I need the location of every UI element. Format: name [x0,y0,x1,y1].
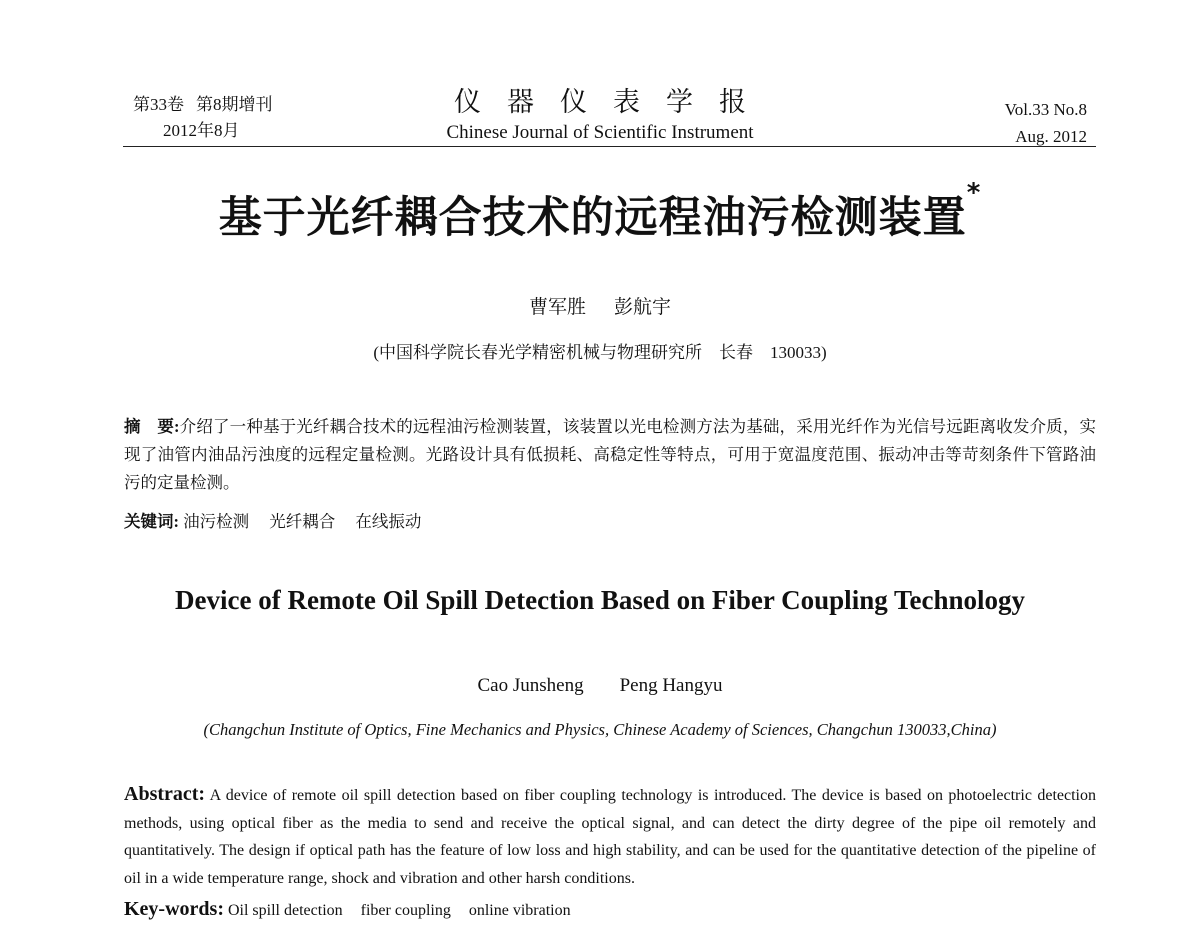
keyword-en-2: fiber coupling [360,902,451,919]
journal-name-en: Chinese Journal of Scientific Instrument [446,122,754,143]
keywords-en-label: Key-words: [124,898,224,920]
paper-title-cn: 基于光纤耦合技术的远程油污检测装置* [218,178,982,243]
abstract-en-text: A device of remote oil spill detection based on fiber coupling technology is introduced. The device is based on photoelectric detection methods, using optical fiber as the media to send and receive the optical signal, and can detect the dirty degree of the pipe oil remotely and quantitatively. The design if optical path has the feature of low loss and high stability, and can be used for the quantitative detection of the pipeline of oil in a wide temperature range, shock and vibration and other harsh conditions. [124,787,1097,887]
abstract-cn [124,413,1096,497]
footnote-mark: * [966,178,982,208]
abstract-en [124,781,1096,892]
header-right [1005,96,1087,150]
paper-title-en: Device of Remote Oil Spill Detection Based on Fiber Coupling Technology [175,585,1025,615]
issue-cn: 第8期增刊 [196,95,273,114]
journal-name-cn: 仪器仪表学报 [454,87,772,118]
volume-en: Vol.33 No.8 [1004,100,1087,119]
keywords-en [124,898,585,921]
affiliation-cn: (中国科学院长春光学精密机械与物理研究所 长春 130033) [373,343,827,362]
abstract-cn-text: 介绍了一种基于光纤耦合技术的远程油污检测装置，该装置以光电检测方法为基础，采用光纤作为光信号远距离收发介质，实现了油管内油品污浊度的远程定量检测。光路设计具有低损耗、高稳定性等特点，可用于宽温度范围、振动冲击等苛刻条件下管路油污的定量检测。 [124,417,1097,492]
date-cn: 2012年8月 [163,121,240,140]
author-cn-2: 彭航宇 [614,297,672,318]
keyword-en-3: online vibration [468,902,571,919]
author-en-2: Peng Hangyu [619,675,723,696]
keywords-cn-label: 关键词: [124,512,179,531]
author-en-1: Cao Junsheng [477,675,584,696]
keyword-cn-2: 光纤耦合 [269,512,336,531]
header-rule [123,146,1096,147]
date-en: Aug. 2012 [1015,127,1087,146]
abstract-cn-label: 摘 要: [124,417,180,436]
keyword-cn-3: 在线振动 [355,512,422,531]
author-cn-1: 曹军胜 [528,297,586,318]
authors-cn [0,292,1200,319]
keywords-cn [124,508,437,532]
affiliation-en: (Changchun Institute of Optics, Fine Mechanics and Physics, Chinese Academy of Sciences, Changchun 130033,China) [203,720,997,739]
keyword-en-1: Oil spill detection [227,902,343,919]
keyword-cn-1: 油污检测 [183,512,250,531]
volume-cn: 第33卷 [133,95,184,114]
abstract-en-label: Abstract: [124,783,206,805]
authors-en [0,675,1200,697]
